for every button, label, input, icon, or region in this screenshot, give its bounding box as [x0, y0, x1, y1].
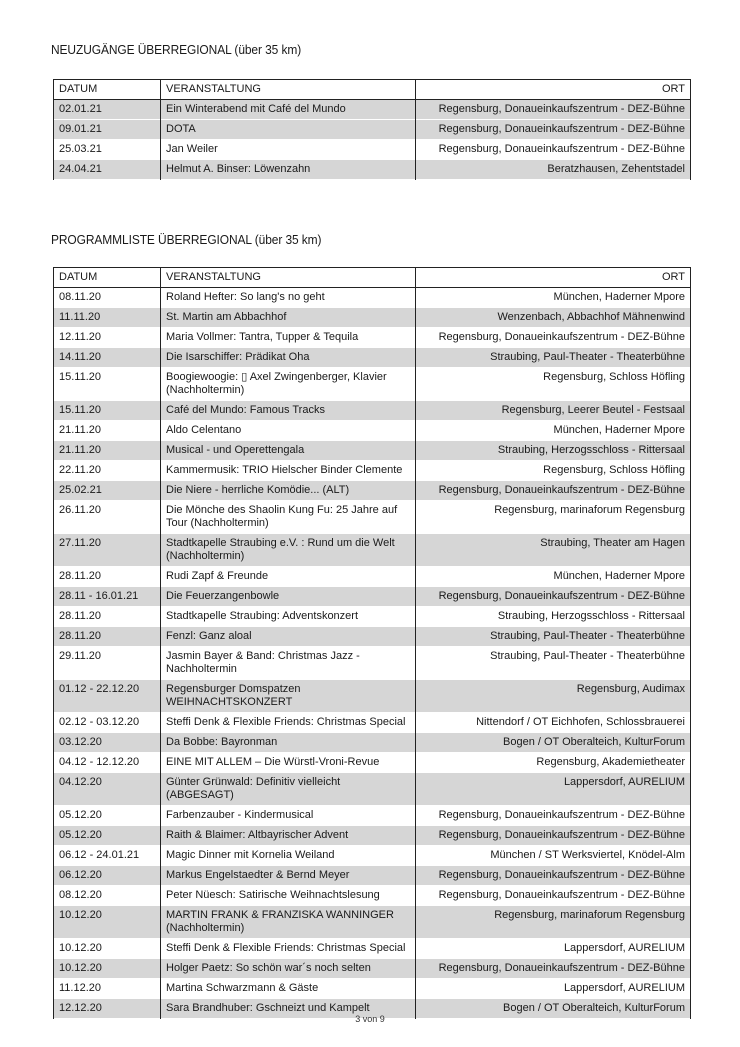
date-cell: 08.11.20 [54, 288, 161, 308]
table-row [54, 806, 691, 826]
table-header-row [54, 268, 691, 288]
date-cell: 08.12.20 [54, 886, 161, 906]
table-row [54, 773, 691, 806]
table-row [54, 501, 691, 534]
table-row [54, 441, 691, 461]
event-cell: St. Martin am Abbachhof [161, 308, 416, 328]
location-cell: Lappersdorf, AURELIUM [416, 773, 691, 806]
event-cell: Raith & Blaimer: Altbayrischer Advent [161, 826, 416, 846]
table-row [54, 979, 691, 999]
location-cell: Straubing, Paul-Theater - Theaterbühne [416, 627, 691, 647]
event-cell: Roland Hefter: So lang's no geht [161, 288, 416, 308]
event-cell: Holger Paetz: So schön war´s noch selten [161, 959, 416, 979]
date-cell: 02.12 - 03.12.20 [54, 713, 161, 733]
table-row [54, 288, 691, 308]
date-cell: 05.12.20 [54, 826, 161, 846]
date-cell: 09.01.21 [54, 120, 161, 140]
location-cell: Regensburg, Schloss Höfling [416, 368, 691, 401]
column-header-date: DATUM [54, 268, 161, 288]
table-row [54, 733, 691, 753]
event-cell: Maria Vollmer: Tantra, Tupper & Tequila [161, 328, 416, 348]
event-cell: Farbenzauber - Kindermusical [161, 806, 416, 826]
table-row [54, 906, 691, 939]
location-cell: Regensburg, Donaueinkaufszentrum - DEZ-Bühne [416, 328, 691, 348]
date-cell: 11.12.20 [54, 979, 161, 999]
event-cell: Stadtkapelle Straubing: Adventskonzert [161, 607, 416, 627]
event-cell: Die Mönche des Shaolin Kung Fu: 25 Jahre auf Tour (Nachholtermin) [161, 501, 416, 534]
location-cell: Regensburg, Donaueinkaufszentrum - DEZ-Bühne [416, 886, 691, 906]
event-cell: MARTIN FRANK & FRANZISKA WANNINGER (Nachholtermin) [161, 906, 416, 939]
table-row [54, 140, 691, 160]
table-programmliste [53, 267, 691, 1019]
column-header-event: VERANSTALTUNG [161, 268, 416, 288]
location-cell: Regensburg, Donaueinkaufszentrum - DEZ-Bühne [416, 481, 691, 501]
date-cell: 27.11.20 [54, 534, 161, 567]
date-cell: 26.11.20 [54, 501, 161, 534]
event-cell: DOTA [161, 120, 416, 140]
location-cell: Regensburg, Donaueinkaufszentrum - DEZ-Bühne [416, 826, 691, 846]
event-cell: Café del Mundo: Famous Tracks [161, 401, 416, 421]
date-cell: 06.12 - 24.01.21 [54, 846, 161, 866]
location-cell: Lappersdorf, AURELIUM [416, 939, 691, 959]
location-cell: Straubing, Theater am Hagen [416, 534, 691, 567]
location-cell: Regensburg, marinaforum Regensburg [416, 501, 691, 534]
table-row [54, 713, 691, 733]
date-cell: 10.12.20 [54, 906, 161, 939]
table-row [54, 939, 691, 959]
event-cell: Helmut A. Binser: Löwenzahn [161, 160, 416, 180]
event-cell: Rudi Zapf & Freunde [161, 567, 416, 587]
date-cell: 28.11 - 16.01.21 [54, 587, 161, 607]
location-cell: Straubing, Herzogsschloss - Rittersaal [416, 441, 691, 461]
location-cell: Bogen / OT Oberalteich, KulturForum [416, 999, 691, 1019]
table-row [54, 461, 691, 481]
location-cell: Straubing, Herzogsschloss - Rittersaal [416, 607, 691, 627]
date-cell: 28.11.20 [54, 627, 161, 647]
page-number: 3 von 9 [355, 1014, 385, 1024]
event-cell: Da Bobbe: Bayronman [161, 733, 416, 753]
location-cell: Lappersdorf, AURELIUM [416, 979, 691, 999]
date-cell: 12.12.20 [54, 999, 161, 1019]
table-row [54, 160, 691, 180]
date-cell: 28.11.20 [54, 567, 161, 587]
location-cell: Nittendorf / OT Eichhofen, Schlossbrauerei [416, 713, 691, 733]
date-cell: 21.11.20 [54, 421, 161, 441]
date-cell: 10.12.20 [54, 939, 161, 959]
table-row [54, 846, 691, 866]
event-cell: Jasmin Bayer & Band: Christmas Jazz -Nachholtermin [161, 647, 416, 680]
location-cell: Regensburg, Akademietheater [416, 753, 691, 773]
date-cell: 24.04.21 [54, 160, 161, 180]
table-row [54, 959, 691, 979]
event-cell: Fenzl: Ganz aloal [161, 627, 416, 647]
event-cell: Sara Brandhuber: Gschneizt und Kampelt [161, 999, 416, 1019]
event-cell: Günter Grünwald: Definitiv vielleicht (ABGESAGT) [161, 773, 416, 806]
event-cell: Peter Nüesch: Satirische Weihnachtslesung [161, 886, 416, 906]
date-cell: 11.11.20 [54, 308, 161, 328]
location-cell: Regensburg, Donaueinkaufszentrum - DEZ-Bühne [416, 959, 691, 979]
location-cell: München, Haderner Mpore [416, 567, 691, 587]
event-cell: Magic Dinner mit Kornelia Weiland [161, 846, 416, 866]
event-cell: Kammermusik: TRIO Hielscher Binder Clemente [161, 461, 416, 481]
location-cell: Straubing, Paul-Theater - Theaterbühne [416, 348, 691, 368]
table-row [54, 607, 691, 627]
date-cell: 06.12.20 [54, 866, 161, 886]
event-cell: Markus Engelstaedter & Bernd Meyer [161, 866, 416, 886]
column-header-date: DATUM [54, 80, 161, 100]
location-cell: München, Haderner Mpore [416, 288, 691, 308]
table-row [54, 647, 691, 680]
table-row [54, 481, 691, 501]
location-cell: Regensburg, Schloss Höfling [416, 461, 691, 481]
location-cell: Regensburg, Donaueinkaufszentrum - DEZ-Bühne [416, 120, 691, 140]
table-row [54, 308, 691, 328]
date-cell: 10.12.20 [54, 959, 161, 979]
date-cell: 05.12.20 [54, 806, 161, 826]
event-cell: Jan Weiler [161, 140, 416, 160]
table-row [54, 886, 691, 906]
date-cell: 29.11.20 [54, 647, 161, 680]
table-row [54, 421, 691, 441]
event-cell: Boogiewoogie: ▯ Axel Zwingenberger, Klavier (Nachholtermin) [161, 368, 416, 401]
location-cell: Regensburg, Donaueinkaufszentrum - DEZ-Bühne [416, 140, 691, 160]
location-cell: Wenzenbach, Abbachhof Mähnenwind [416, 308, 691, 328]
location-cell: Regensburg, Donaueinkaufszentrum - DEZ-Bühne [416, 806, 691, 826]
event-cell: Stadtkapelle Straubing e.V. : Rund um die Welt (Nachholtermin) [161, 534, 416, 567]
location-cell: München / ST Werksviertel, Knödel-Alm [416, 846, 691, 866]
date-cell: 15.11.20 [54, 401, 161, 421]
table-header-row [54, 80, 691, 100]
table-row [54, 866, 691, 886]
location-cell: Regensburg, Donaueinkaufszentrum - DEZ-Bühne [416, 866, 691, 886]
location-cell: Regensburg, Donaueinkaufszentrum - DEZ-Bühne [416, 100, 691, 120]
event-cell: Die Niere - herrliche Komödie... (ALT) [161, 481, 416, 501]
date-cell: 21.11.20 [54, 441, 161, 461]
table-neuzugaenge [53, 79, 691, 180]
date-cell: 02.01.21 [54, 100, 161, 120]
table-row [54, 627, 691, 647]
table-row [54, 348, 691, 368]
date-cell: 28.11.20 [54, 607, 161, 627]
table-row [54, 328, 691, 348]
table-row [54, 100, 691, 120]
table-row [54, 368, 691, 401]
event-cell: Die Isarschiffer: Prädikat Oha [161, 348, 416, 368]
date-cell: 04.12 - 12.12.20 [54, 753, 161, 773]
date-cell: 12.11.20 [54, 328, 161, 348]
location-cell: Beratzhausen, Zehentstadel [416, 160, 691, 180]
date-cell: 04.12.20 [54, 773, 161, 806]
event-cell: Steffi Denk & Flexible Friends: Christmas Special [161, 713, 416, 733]
event-cell: Steffi Denk & Flexible Friends: Christmas Special [161, 939, 416, 959]
section-title-neuzugaenge: NEUZUGÄNGE ÜBERREGIONAL (über 35 km) [51, 42, 302, 57]
event-cell: Musical - und Operettengala [161, 441, 416, 461]
table-row [54, 120, 691, 140]
date-cell: 01.12 - 22.12.20 [54, 680, 161, 713]
location-cell: Regensburg, Leerer Beutel - Festsaal [416, 401, 691, 421]
location-cell: Regensburg, marinaforum Regensburg [416, 906, 691, 939]
date-cell: 25.03.21 [54, 140, 161, 160]
event-cell: Regensburger Domspatzen WEIHNACHTSKONZERT [161, 680, 416, 713]
event-cell: Aldo Celentano [161, 421, 416, 441]
table-body [54, 100, 691, 180]
table-body [54, 288, 691, 1019]
table-row [54, 826, 691, 846]
table-row [54, 753, 691, 773]
table-row [54, 567, 691, 587]
table-row [54, 680, 691, 713]
location-cell: Regensburg, Donaueinkaufszentrum - DEZ-Bühne [416, 587, 691, 607]
date-cell: 03.12.20 [54, 733, 161, 753]
date-cell: 14.11.20 [54, 348, 161, 368]
date-cell: 25.02.21 [54, 481, 161, 501]
table-row [54, 534, 691, 567]
date-cell: 22.11.20 [54, 461, 161, 481]
date-cell: 15.11.20 [54, 368, 161, 401]
location-cell: Straubing, Paul-Theater - Theaterbühne [416, 647, 691, 680]
table-row [54, 401, 691, 421]
section-title-programmliste: PROGRAMMLISTE ÜBERREGIONAL (über 35 km) [51, 232, 322, 247]
location-cell: Regensburg, Audimax [416, 680, 691, 713]
event-cell: Martina Schwarzmann & Gäste [161, 979, 416, 999]
location-cell: München, Haderner Mpore [416, 421, 691, 441]
table-row [54, 587, 691, 607]
event-cell: EINE MIT ALLEM – Die Würstl-Vroni-Revue [161, 753, 416, 773]
column-header-event: VERANSTALTUNG [161, 80, 416, 100]
event-cell: Ein Winterabend mit Café del Mundo [161, 100, 416, 120]
location-cell: Bogen / OT Oberalteich, KulturForum [416, 733, 691, 753]
column-header-location: ORT [416, 80, 691, 100]
event-cell: Die Feuerzangenbowle [161, 587, 416, 607]
column-header-location: ORT [416, 268, 691, 288]
